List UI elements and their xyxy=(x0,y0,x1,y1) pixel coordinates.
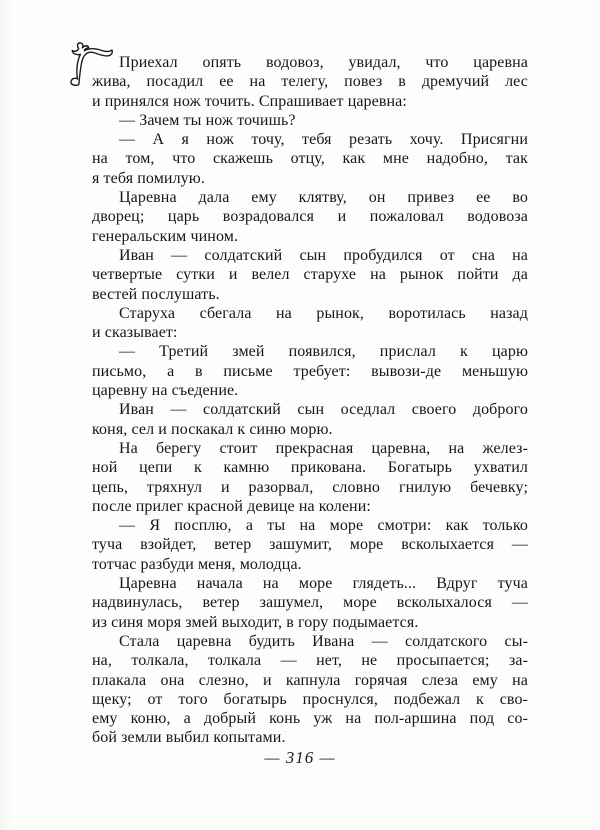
text-line: и сказывает: xyxy=(92,324,178,342)
text-line: бой земли выбил копытами. xyxy=(92,729,286,747)
text-line: коня, сел и поскакал к синю морю. xyxy=(92,420,333,438)
text-line: Царевна дала ему клятву, он привез ее во xyxy=(119,189,528,207)
text-line: — Я посплю, а ты на море смотри: как только xyxy=(119,517,528,535)
text-line: четвертые сутки и велел старухе на рынок пойти да xyxy=(92,266,528,284)
text-line: щеку; от того богатырь проснулся, подбежал к сво- xyxy=(92,690,528,708)
text-line: — Третий змей появился, прислал к царю xyxy=(119,343,528,361)
text-line: туча взойдет, ветер зашумит, море всколыхается — xyxy=(92,536,528,554)
text-line: цепь, тряхнул и разорвал, словно гнилую бечевку; xyxy=(92,478,528,496)
text-line: ной цепи к камню прикована. Богатырь ухватил xyxy=(92,459,528,477)
page-number: — 316 — xyxy=(264,748,336,767)
text-line: Стала царевна будить Ивана — солдатского сы- xyxy=(119,632,528,650)
text-line: Приехал опять водовоз, увидал, что царевна xyxy=(119,54,528,71)
text-line: вестей послушать. xyxy=(92,285,220,303)
text-line: на, толкала, толкала — нет, не просыпается; за- xyxy=(92,652,528,670)
text-line: письмо, а в письме требует: вывози-де меньшую xyxy=(92,362,528,380)
text-line: и принялся нож точить. Спрашивает царевна: xyxy=(92,92,407,110)
text-line: — Зачем ты нож точишь? xyxy=(119,111,296,129)
text-line: после прилег красной девице на колени: xyxy=(92,497,371,515)
text-line: На берегу стоит прекрасная царевна, на желез- xyxy=(119,439,528,457)
text-line: генеральским чином. xyxy=(92,227,239,245)
text-line: Старуха сбегала на рынок, воротилась назад xyxy=(119,304,528,322)
text-line: на том, что скажешь отцу, как мне надобно, так xyxy=(92,150,528,168)
text-line: ему коню, а добрый конь уж на пол-аршина под со- xyxy=(92,710,528,728)
text-line: я тебя помилую. xyxy=(92,169,205,187)
text-line: Царевна начала на море глядеть... Вдруг туча xyxy=(119,575,528,593)
text-line: Иван — солдатский сын пробудился от сна на xyxy=(119,246,528,264)
text-line: жива, посадил ее на телегу, повез в дремучий лес xyxy=(92,73,528,91)
text-line: надвинулась, ветер зашумел, море всколыхалося — xyxy=(92,594,528,612)
text-line: Иван — солдатский сын оседлал своего доброго xyxy=(119,401,528,419)
text-line: тотчас разбуди меня, молодца. xyxy=(92,555,302,573)
text-body xyxy=(92,53,528,748)
text-line: — А я нож точу, тебя резать хочу. Присягни xyxy=(119,131,528,149)
text-line: из синя моря змей выходит, в гору подымается. xyxy=(92,613,419,631)
text-line: дворец; царь возрадовался и пожаловал водовоза xyxy=(92,208,528,226)
text-line: царевну на съедение. xyxy=(92,382,239,400)
text-line: плакала она слезно, и капнула горячая слеза ему на xyxy=(92,671,528,689)
